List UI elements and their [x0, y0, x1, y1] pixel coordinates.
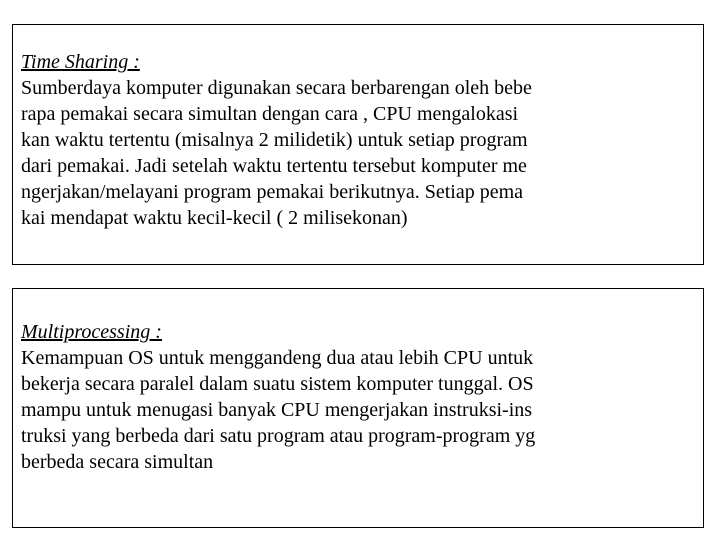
time-sharing-content [21, 49, 699, 231]
multiprocessing-line: truksi yang berbeda dari satu program atau program-program yg [21, 425, 536, 447]
multiprocessing-line: berbeda secara simultan [21, 451, 214, 473]
multiprocessing-line: mampu untuk menugasi banyak CPU mengerjakan instruksi-ins [21, 399, 533, 421]
multiprocessing-line: bekerja secara paralel dalam suatu sistem komputer tunggal. OS [21, 373, 534, 395]
time-sharing-line: rapa pemakai secara simultan dengan cara , CPU mengalokasi [21, 103, 519, 125]
multiprocessing-line: Kemampuan OS untuk menggandeng dua atau lebih CPU untuk [21, 347, 534, 369]
multiprocessing-content [21, 319, 699, 475]
time-sharing-line: Sumberdaya komputer digunakan secara berbarengan oleh bebe [21, 77, 532, 99]
time-sharing-line: kan waktu tertentu (misalnya 2 milidetik) untuk setiap program [21, 129, 528, 151]
time-sharing-heading: Time Sharing : [21, 51, 140, 73]
multiprocessing-box [12, 288, 704, 528]
time-sharing-line: dari pemakai. Jadi setelah waktu tertentu tersebut komputer me [21, 155, 527, 177]
time-sharing-line: kai mendapat waktu kecil-kecil ( 2 milisekonan) [21, 207, 408, 229]
time-sharing-line: ngerjakan/melayani program pemakai berikutnya. Setiap pema [21, 181, 524, 203]
time-sharing-box [12, 24, 704, 265]
multiprocessing-heading: Multiprocessing : [21, 321, 162, 343]
